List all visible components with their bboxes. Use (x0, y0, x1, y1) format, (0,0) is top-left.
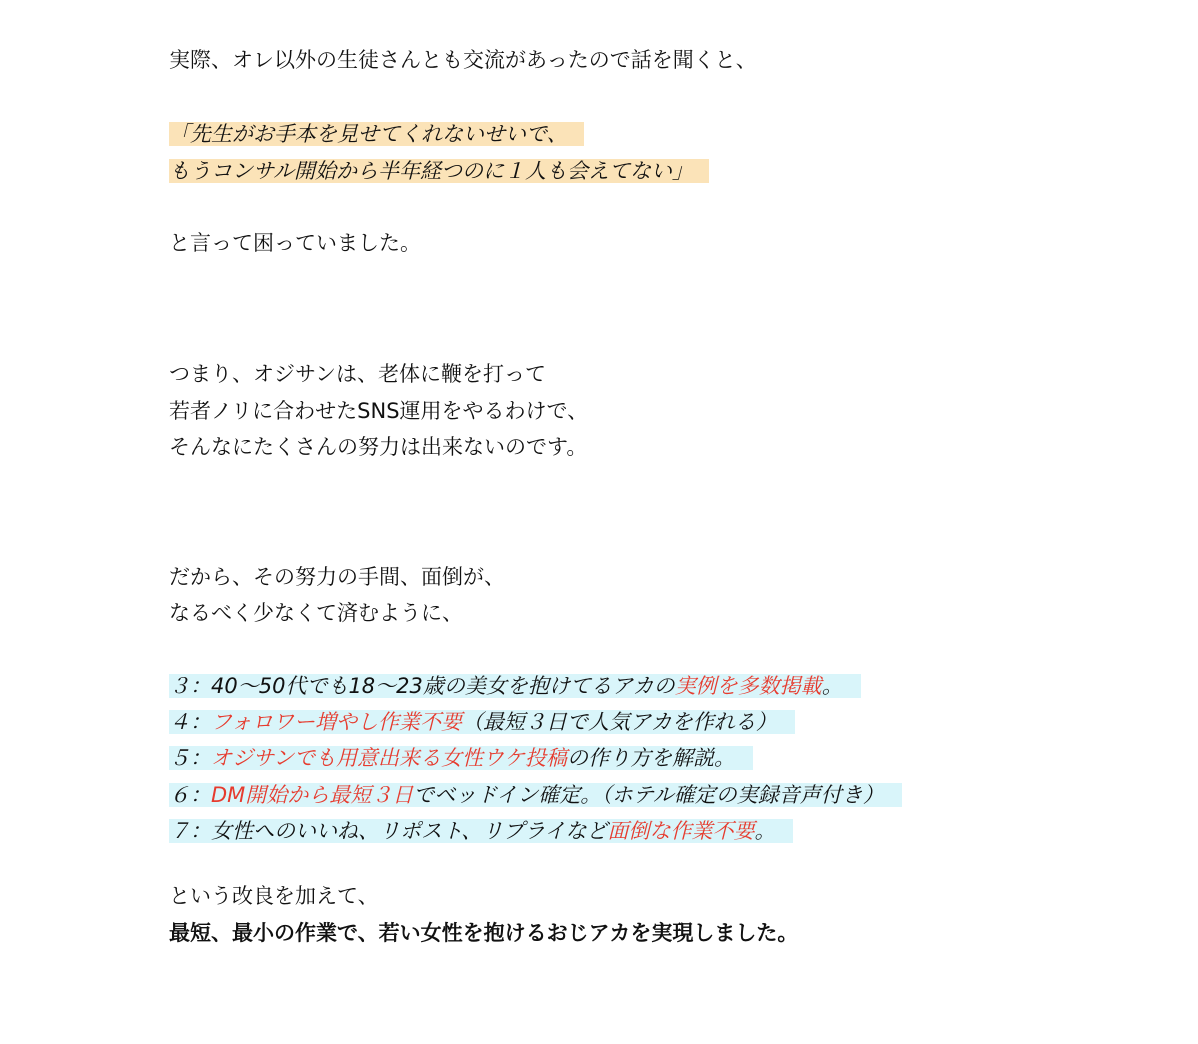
quote-text-2: もうコンサル開始から半年経つのに１人も会えてない」 (169, 159, 709, 183)
feature-emphasis: フォロワー増やし作業不要 (211, 710, 462, 734)
feature-highlight (169, 819, 793, 843)
troubled-text: と言って困っていました。 (169, 231, 421, 255)
improvement-text: という改良を加えて、 (169, 884, 379, 908)
feature-text: ５： (169, 746, 211, 770)
ojisan-line-1 (169, 360, 546, 388)
feature-text-tail: （最短３日で人気アカを作れる） (461, 710, 777, 734)
feature-highlight (169, 783, 902, 807)
feature-text-tail: の作り方を解説。 (566, 746, 735, 770)
ojisan-text-1: つまり、オジサンは、老体に鞭を打って (169, 362, 546, 386)
feature-text-tail: 。 (821, 674, 843, 698)
effort-line-2 (169, 599, 463, 627)
ojisan-line-3 (169, 433, 587, 461)
feature-emphasis: オジサンでも用意出来る女性ウケ投稿 (211, 746, 567, 770)
improvement-paragraph (169, 882, 379, 910)
feature-item (169, 744, 753, 772)
feature-text: ３：40〜50代でも18〜23歳の美女を抱けてるアカの (169, 674, 675, 698)
feature-item (169, 708, 795, 736)
conclusion-text: 最短、最小の作業で、若い女性を抱けるおじアカを実現しました。 (169, 921, 799, 945)
intro-paragraph (169, 46, 757, 74)
feature-text-tail: でベッドイン確定。（ホテル確定の実録音声付き） (413, 783, 884, 807)
feature-item (169, 781, 902, 809)
ojisan-text-2: 若者ノリに合わせたSNS運用をやるわけで、 (169, 399, 589, 423)
ojisan-line-2 (169, 397, 588, 425)
feature-item (169, 672, 861, 700)
effort-line-1 (169, 563, 505, 591)
feature-highlight (169, 710, 795, 734)
effort-text-1: だから、その努力の手間、面倒が、 (169, 565, 505, 589)
feature-emphasis: 面倒な作業不要 (607, 819, 755, 843)
effort-text-2: なるべく少なくて済むように、 (169, 601, 463, 625)
feature-text: ７：女性へのいいね、リポスト、リプライなど (169, 819, 608, 843)
feature-emphasis: 実例を多数掲載 (674, 674, 822, 698)
conclusion-paragraph (169, 919, 798, 947)
feature-text-tail: 。 (754, 819, 776, 843)
troubled-paragraph (169, 229, 421, 257)
feature-emphasis: DM開始から最短３日 (211, 783, 414, 807)
feature-text: ６： (169, 783, 211, 807)
feature-highlight (169, 674, 861, 698)
feature-text: ４： (169, 710, 211, 734)
feature-highlight (169, 746, 753, 770)
quote-line-1 (169, 120, 584, 148)
ojisan-text-3: そんなにたくさんの努力は出来ないのです。 (169, 435, 588, 459)
quote-line-2 (169, 157, 709, 185)
feature-item (169, 817, 793, 845)
quote-text-1: 「先生がお手本を見せてくれないせいで、 (169, 122, 584, 146)
intro-text: 実際、オレ以外の生徒さんとも交流があったので話を聞くと、 (169, 48, 757, 72)
